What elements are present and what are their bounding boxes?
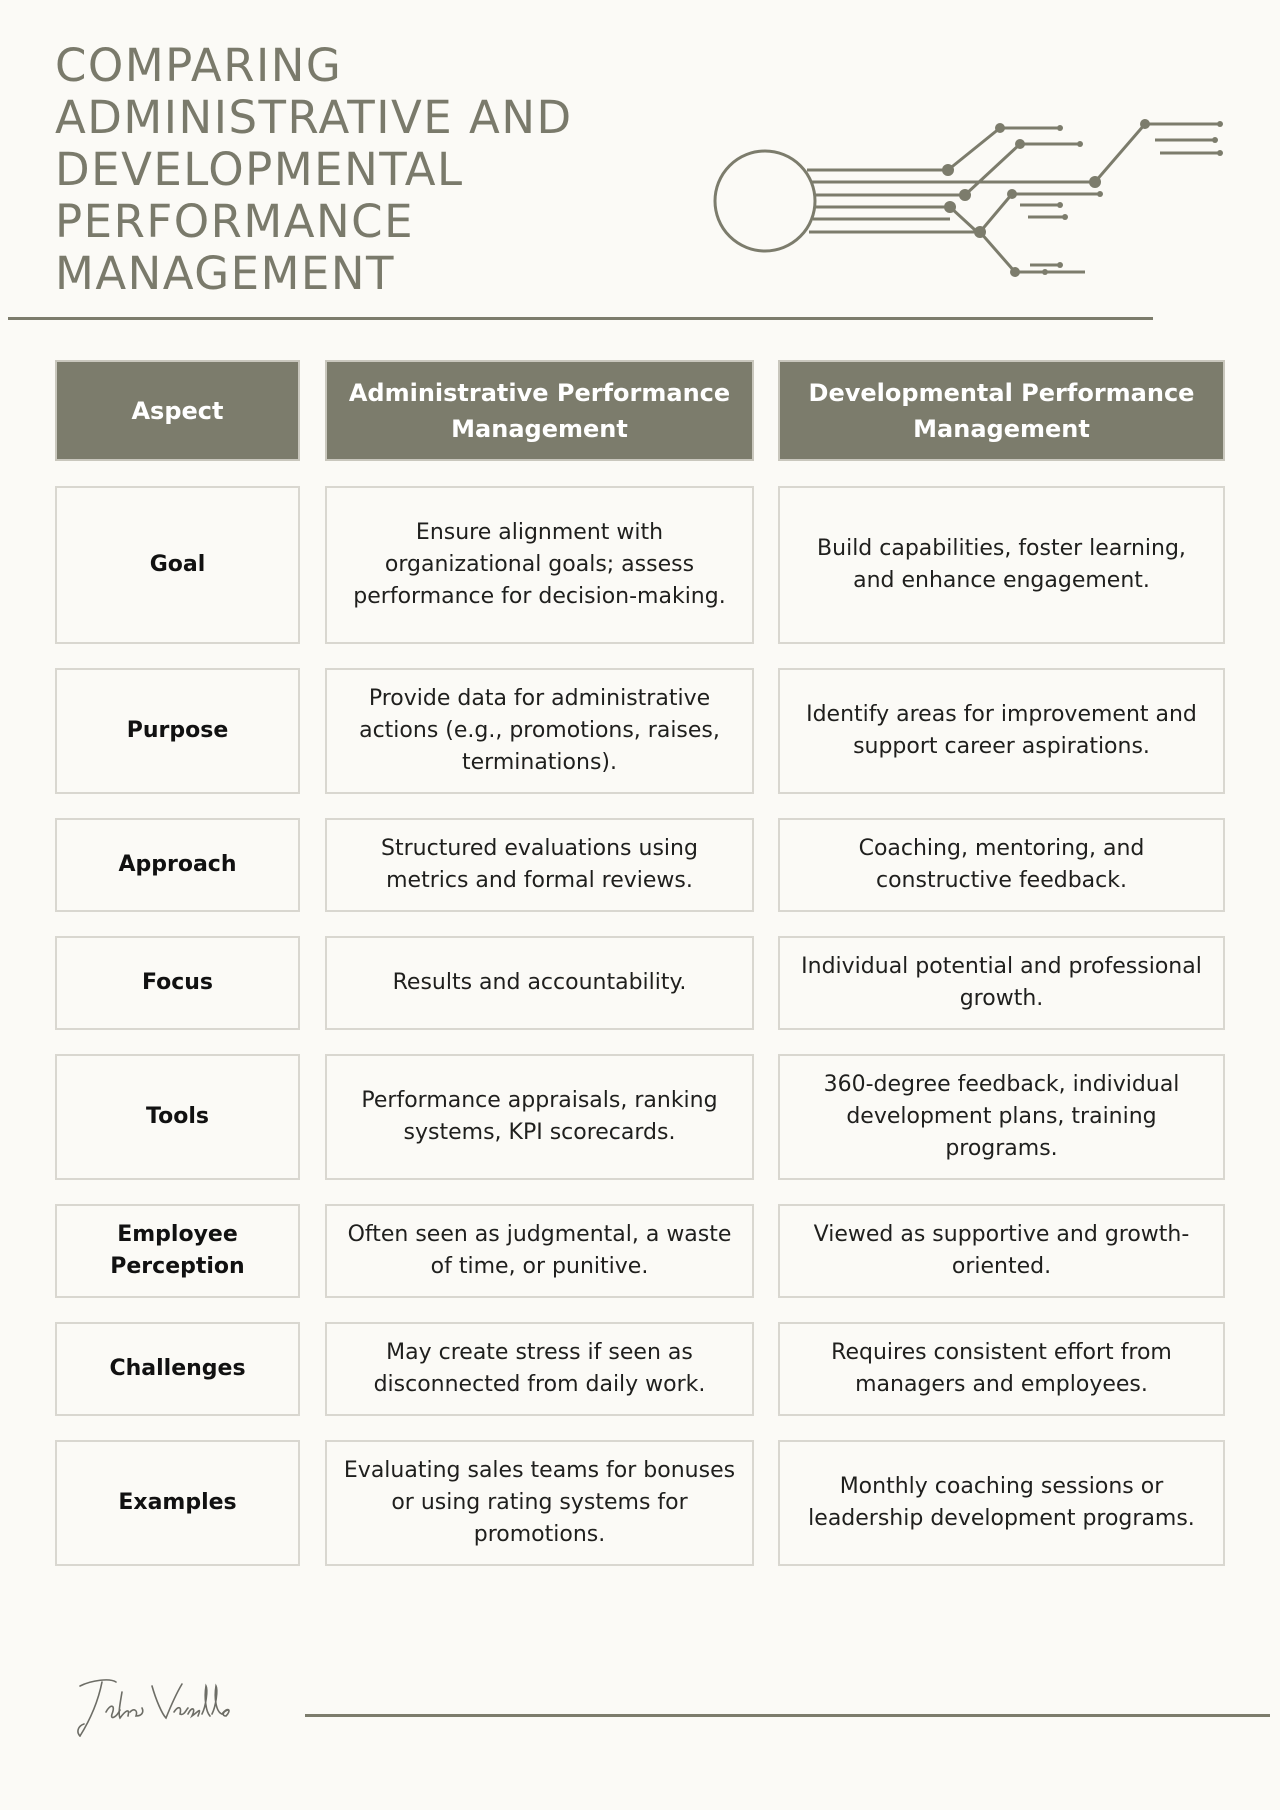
row-aspect-approach: Approach bbox=[55, 818, 300, 912]
row-aspect-tools: Tools bbox=[55, 1054, 300, 1180]
cell-administrative-examples: Evaluating sales teams for bonuses or using rating systems for promotions. bbox=[325, 1440, 754, 1566]
cell-developmental-approach: Coaching, mentoring, and constructive feedback. bbox=[778, 818, 1225, 912]
row-aspect-examples: Examples bbox=[55, 1440, 300, 1566]
row-aspect-challenges: Challenges bbox=[55, 1322, 300, 1416]
column-header-administrative: Administrative Performance Management bbox=[325, 360, 754, 461]
title-line: ADMINISTRATIVE AND bbox=[55, 91, 573, 144]
row-aspect-employee-perception: Employee Perception bbox=[55, 1204, 300, 1298]
cell-administrative-focus: Results and accountability. bbox=[325, 936, 754, 1030]
cell-administrative-challenges: May create stress if seen as disconnected from daily work. bbox=[325, 1322, 754, 1416]
cell-developmental-examples: Monthly coaching sessions or leadership development programs. bbox=[778, 1440, 1225, 1566]
row-aspect-purpose: Purpose bbox=[55, 668, 300, 794]
column-header-aspect: Aspect bbox=[55, 360, 300, 461]
cell-developmental-tools: 360-degree feedback, individual development plans, training programs. bbox=[778, 1054, 1225, 1180]
column-header-developmental: Developmental Performance Management bbox=[778, 360, 1225, 461]
signature-line bbox=[305, 1714, 1270, 1717]
cell-administrative-goal: Ensure alignment with organizational goals; assess performance for decision-making. bbox=[325, 486, 754, 644]
cell-developmental-employee-perception: Viewed as supportive and growth-oriented. bbox=[778, 1204, 1225, 1298]
title-line: DEVELOPMENTAL bbox=[55, 143, 464, 196]
cell-developmental-goal: Build capabilities, foster learning, and enhance engagement. bbox=[778, 486, 1225, 644]
row-aspect-focus: Focus bbox=[55, 936, 300, 1030]
cell-administrative-purpose: Provide data for administrative actions (e.g., promotions, raises, terminations). bbox=[325, 668, 754, 794]
cell-developmental-challenges: Requires consistent effort from managers and employees. bbox=[778, 1322, 1225, 1416]
cell-administrative-tools: Performance appraisals, ranking systems, KPI scorecards. bbox=[325, 1054, 754, 1180]
cell-administrative-approach: Structured evaluations using metrics and formal reviews. bbox=[325, 818, 754, 912]
signature-jake-vassello bbox=[72, 1672, 242, 1742]
title-line: COMPARING bbox=[55, 39, 343, 92]
title-divider bbox=[8, 317, 1153, 320]
circuit-lines-icon bbox=[700, 100, 1240, 300]
cell-administrative-employee-perception: Often seen as judgmental, a waste of time, or punitive. bbox=[325, 1204, 754, 1298]
title-line: MANAGEMENT bbox=[55, 247, 395, 300]
page-title bbox=[55, 40, 675, 300]
title-line: PERFORMANCE bbox=[55, 195, 415, 248]
cell-developmental-focus: Individual potential and professional growth. bbox=[778, 936, 1225, 1030]
cell-developmental-purpose: Identify areas for improvement and support career aspirations. bbox=[778, 668, 1225, 794]
row-aspect-goal: Goal bbox=[55, 486, 300, 644]
